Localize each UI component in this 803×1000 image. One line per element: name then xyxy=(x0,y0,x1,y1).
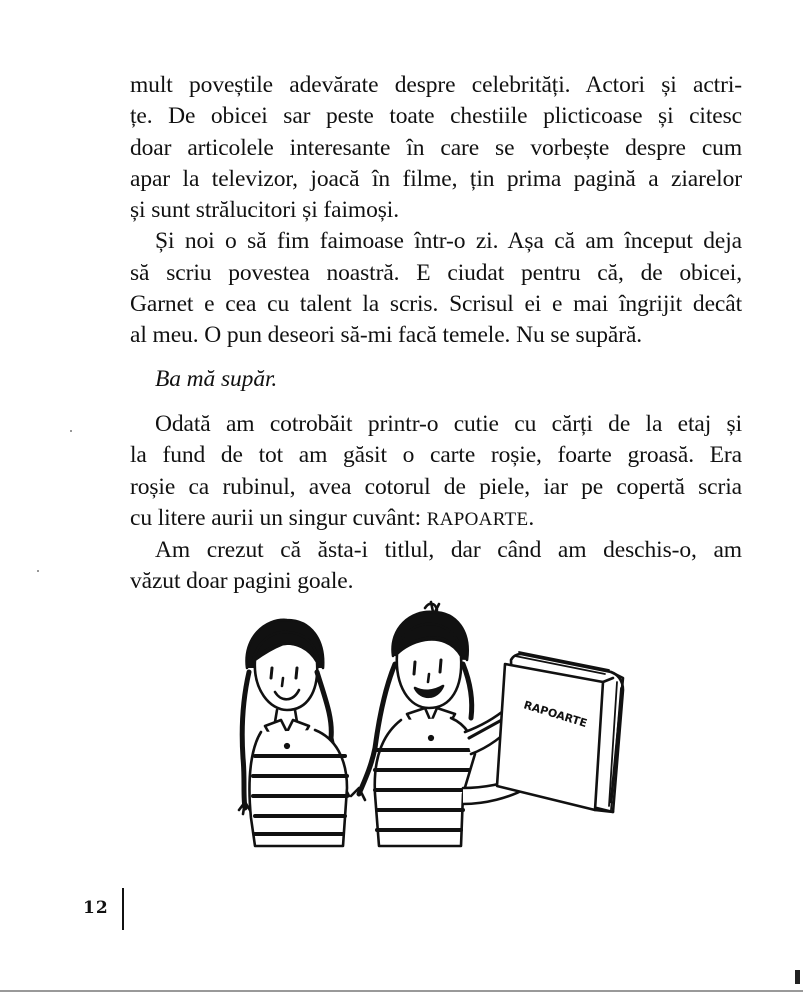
scan-edge-mark xyxy=(795,970,800,984)
page-number: 12 xyxy=(83,898,109,918)
paragraph-3-italic xyxy=(130,364,742,395)
paragraph-4 xyxy=(130,409,742,535)
text-fragment: cu litere aurii un singur cuvânt: xyxy=(130,504,427,531)
text-line: mult poveștile adevărate despre celebrități. Actori și actri- xyxy=(130,72,742,98)
text-fragment: . xyxy=(528,504,535,531)
text-line: al meu. O pun deseori să-mi facă temele. Nu se supără. xyxy=(130,322,643,349)
text-line: și sunt strălucitori și faimoși. xyxy=(130,197,399,224)
body-text xyxy=(130,70,742,598)
text-line: Garnet e cea cu talent la scris. Scrisul ei e mai îngrijit decât xyxy=(130,291,742,318)
scan-bottom-edge xyxy=(0,990,803,992)
red-book-rapoarte xyxy=(497,652,623,812)
text-line: roșie ca rubinul, avea cotorul de piele, iar pe copertă scria xyxy=(130,473,742,500)
text-line: Ba mă supăr. xyxy=(155,365,278,392)
page-number-rule xyxy=(122,888,124,930)
paragraph-1 xyxy=(130,70,742,226)
text-line: Și noi o să fim faimoase într-o zi. Așa că am început deja xyxy=(155,228,742,255)
scan-speck xyxy=(70,430,72,432)
left-girl-figure xyxy=(239,620,349,846)
two-girls-with-book-illustration xyxy=(225,598,635,868)
text-line xyxy=(130,503,742,535)
book-title-word: RAPOARTE xyxy=(426,508,529,530)
text-line: la fund de tot am găsit o carte roșie, foarte groasă. Era xyxy=(130,442,742,469)
text-line: să scriu povestea noastră. E ciudat pentru că, de obicei, xyxy=(130,259,742,286)
text-line: Odată am cotrobăit printr-o cutie cu cărți de la etaj și xyxy=(155,410,742,437)
text-line: apar la televizor, joacă în filme, țin prima pagină a ziarelor xyxy=(130,165,742,192)
text-line: țe. De obicei sar peste toate chestiile plicticoase și citesc xyxy=(130,103,742,130)
paragraph-2 xyxy=(130,226,742,351)
paragraph-5 xyxy=(130,535,742,598)
scan-speck xyxy=(37,570,39,572)
text-line: doar articolele interesante în care se vorbește despre cum xyxy=(130,134,742,161)
text-line: văzut doar pagini goale. xyxy=(130,568,354,595)
text-line: Am crezut că ăsta-i titlul, dar când am deschis-o, am xyxy=(155,537,742,564)
book-cover-title: RAPOARTE xyxy=(522,698,589,731)
